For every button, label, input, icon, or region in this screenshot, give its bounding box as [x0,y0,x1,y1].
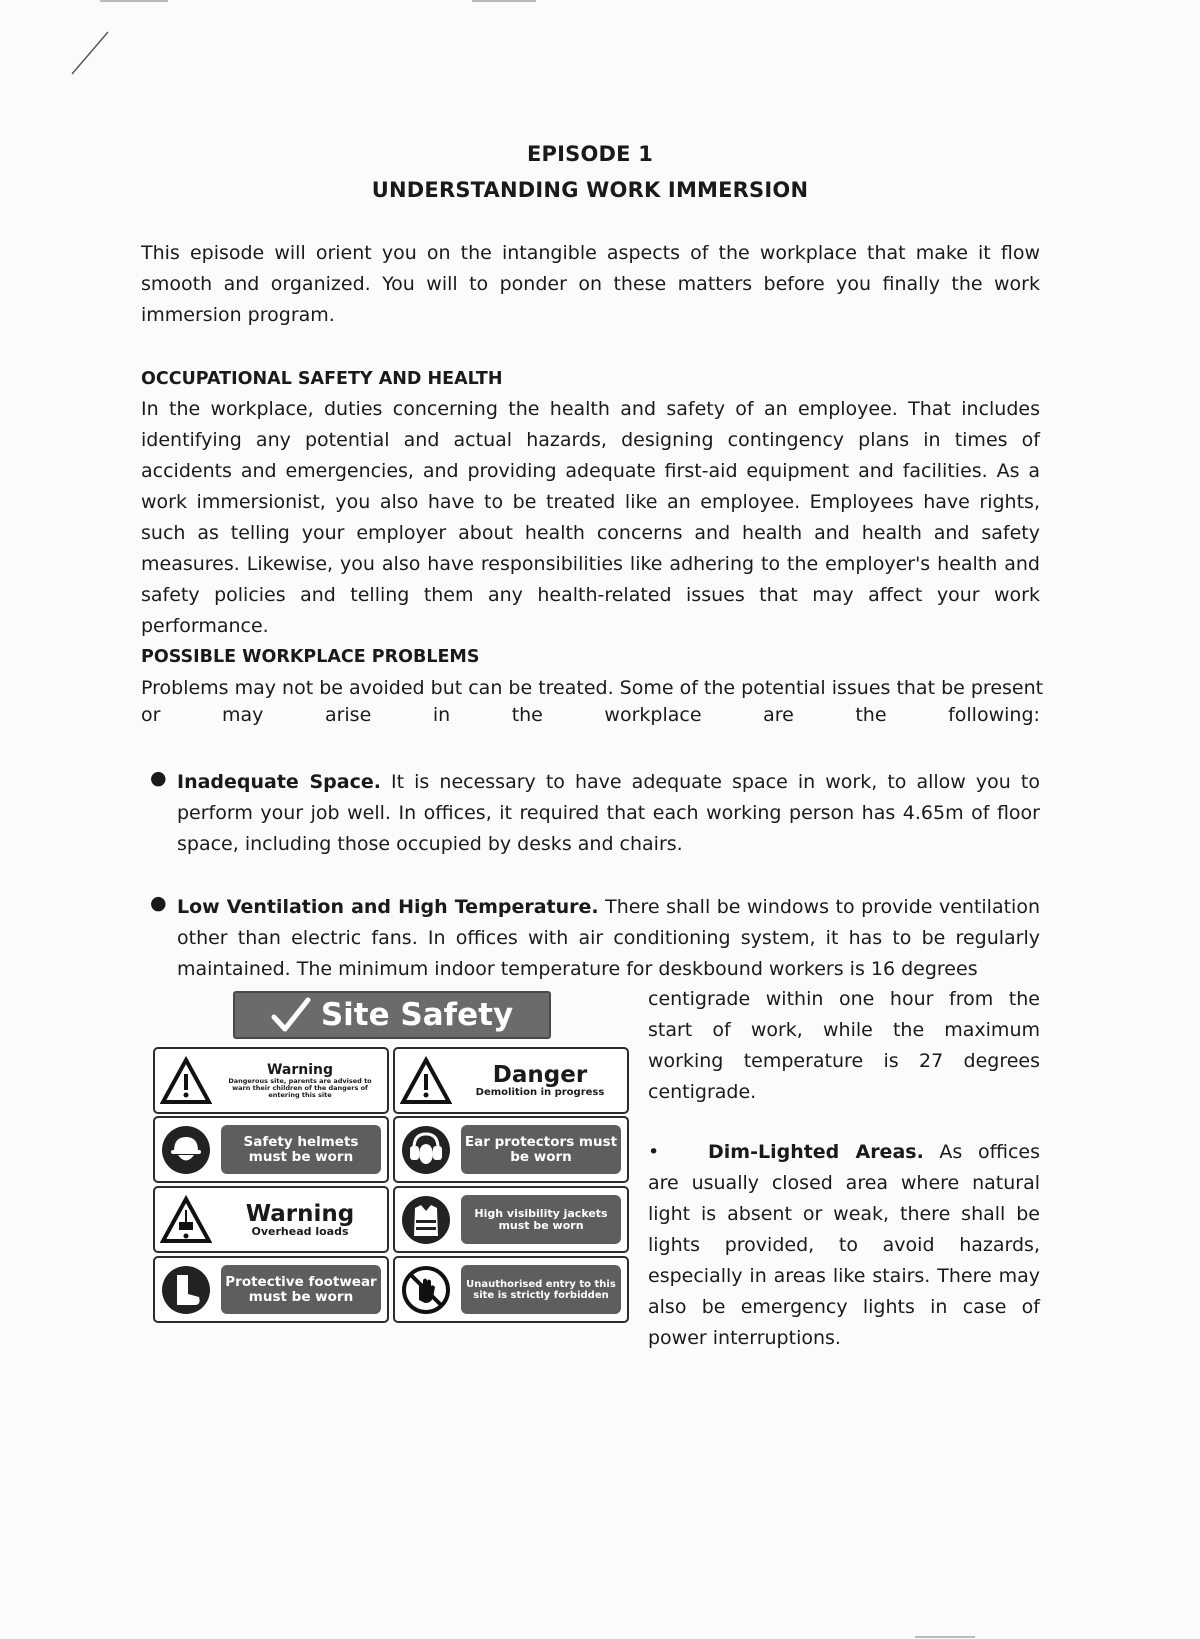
problems-intro: Problems may not be avoided but can be treated. Some of the potential issues that be present [141,677,1044,699]
spread-word: the [855,704,887,726]
spread-word: in [432,704,451,726]
sign-subtext: Demolition in progress [475,1086,605,1098]
sign-title: Warning [266,1062,334,1078]
sign-text: Protective footwear must be worn [221,1265,381,1314]
sign-danger-demolition [393,1047,629,1114]
page-title: UNDERSTANDING WORK IMMERSION [371,178,809,202]
spread-word: the [511,704,543,726]
sign-warning-overhead-loads [153,1186,389,1253]
episode-title: EPISODE 1 [526,142,654,166]
intro-paragraph: This episode will orient you on the intangible aspects of the workplace that make it flow smooth and organized. You will to ponder on these matters before you finally the work immersion program. [141,242,1040,326]
bullet-dot: • [648,1141,660,1163]
problems-heading: POSSIBLE WORKPLACE PROBLEMS [141,647,480,667]
bullet-low-ventilation-continued: centigrade within one hour from the start of work, while the maximum working temperature is 27 degrees centigrade. [648,988,1040,1103]
sign-subtext: Dangerous site, parents are advised to warn their children of the dangers of entering this site [228,1077,372,1099]
bullet-dot: ● [150,892,167,914]
sign-title: Warning [245,1200,355,1227]
sign-title: Danger [492,1061,588,1088]
sign-subtext: Overhead loads [251,1224,349,1238]
sign-text: High visibility jackets must be worn [461,1195,621,1244]
bullet-title: Low Ventilation and High Temperature. [177,896,599,918]
sign-safety-helmets [153,1116,389,1183]
scan-mark-bottom [915,1636,975,1638]
bullet-title: Inadequate Space. [177,771,381,793]
osh-heading: OCCUPATIONAL SAFETY AND HEALTH [141,369,503,389]
spread-word: following: [948,704,1040,726]
bullet-title: Dim-Lighted Areas. [708,1141,924,1163]
safety-helmet-icon [160,1124,212,1176]
bullet-text: As offices are usually closed area where natural light is absent or weak, there shall be lights provided, to avoid hazards, especially in areas like stairs. There may also be emergency lights in case of power interruptions. [648,1141,1040,1349]
sign-ear-protectors [393,1116,629,1183]
hi-vis-jacket-icon [400,1194,452,1246]
bullet-dim-lighted-areas [648,1137,1040,1354]
scan-mark-top-center [472,0,536,2]
banner-label: Site Safety [320,997,514,1033]
sign-warning-dangerous-site [153,1047,389,1114]
overhead-load-warning-icon [160,1194,212,1246]
sign-high-visibility-jackets [393,1186,629,1253]
ear-protector-icon [400,1124,452,1176]
no-entry-hand-icon [400,1264,452,1316]
spread-word: workplace [604,704,702,726]
warning-triangle-icon [160,1055,212,1107]
boot-icon [160,1264,212,1316]
bullet-text: There shall be windows to provide ventilation other than electric fans. In offices with air conditioning system, it has to be regularly maintained. The minimum indoor temperature for deskbound workers is 16 degrees [177,896,1040,980]
osh-paragraph: In the workplace, duties concerning the health and safety of an employee. That includes identifying any potential and actual hazards, designing contingency plans in times of accidents and emergencies, and providing adequate first-aid equipment and facilities. As a work immersionist, you also have to be treated like an employee. Employees have rights, such as telling your employer about health concerns and health and health and safety measures. Likewise, you also have responsibilities like adhering to the employer's health and safety policies and telling them any health-related issues that may affect your work performance. [141,398,1040,637]
sign-protective-footwear [153,1256,389,1323]
sign-text: Safety helmets must be worn [221,1125,381,1174]
scan-mark-top-left [100,0,168,2]
spread-word: may [221,704,264,726]
bullet-low-ventilation [177,892,1040,985]
checkmark-icon [271,997,311,1033]
bullet-dot: ● [150,767,167,789]
pen-stroke-mark [70,30,110,76]
spread-word: are [763,704,794,726]
sign-unauthorised-entry [393,1256,629,1323]
bullet-inadequate-space [177,767,1040,860]
bullet-text: It is necessary to have adequate space in work, to allow you to perform your job well. In offices, it required that each working person has 4.65m of floor space, including those occupied by desks and chairs. [177,771,1040,855]
spread-word: or [141,704,161,726]
sign-text: Ear protectors must be worn [461,1125,621,1174]
spread-word: arise [324,704,372,726]
sign-text: Unauthorised entry to this site is strictly forbidden [461,1265,621,1314]
warning-triangle-icon [400,1055,452,1107]
problems-intro-continued [141,704,1040,726]
site-safety-banner [233,991,551,1039]
